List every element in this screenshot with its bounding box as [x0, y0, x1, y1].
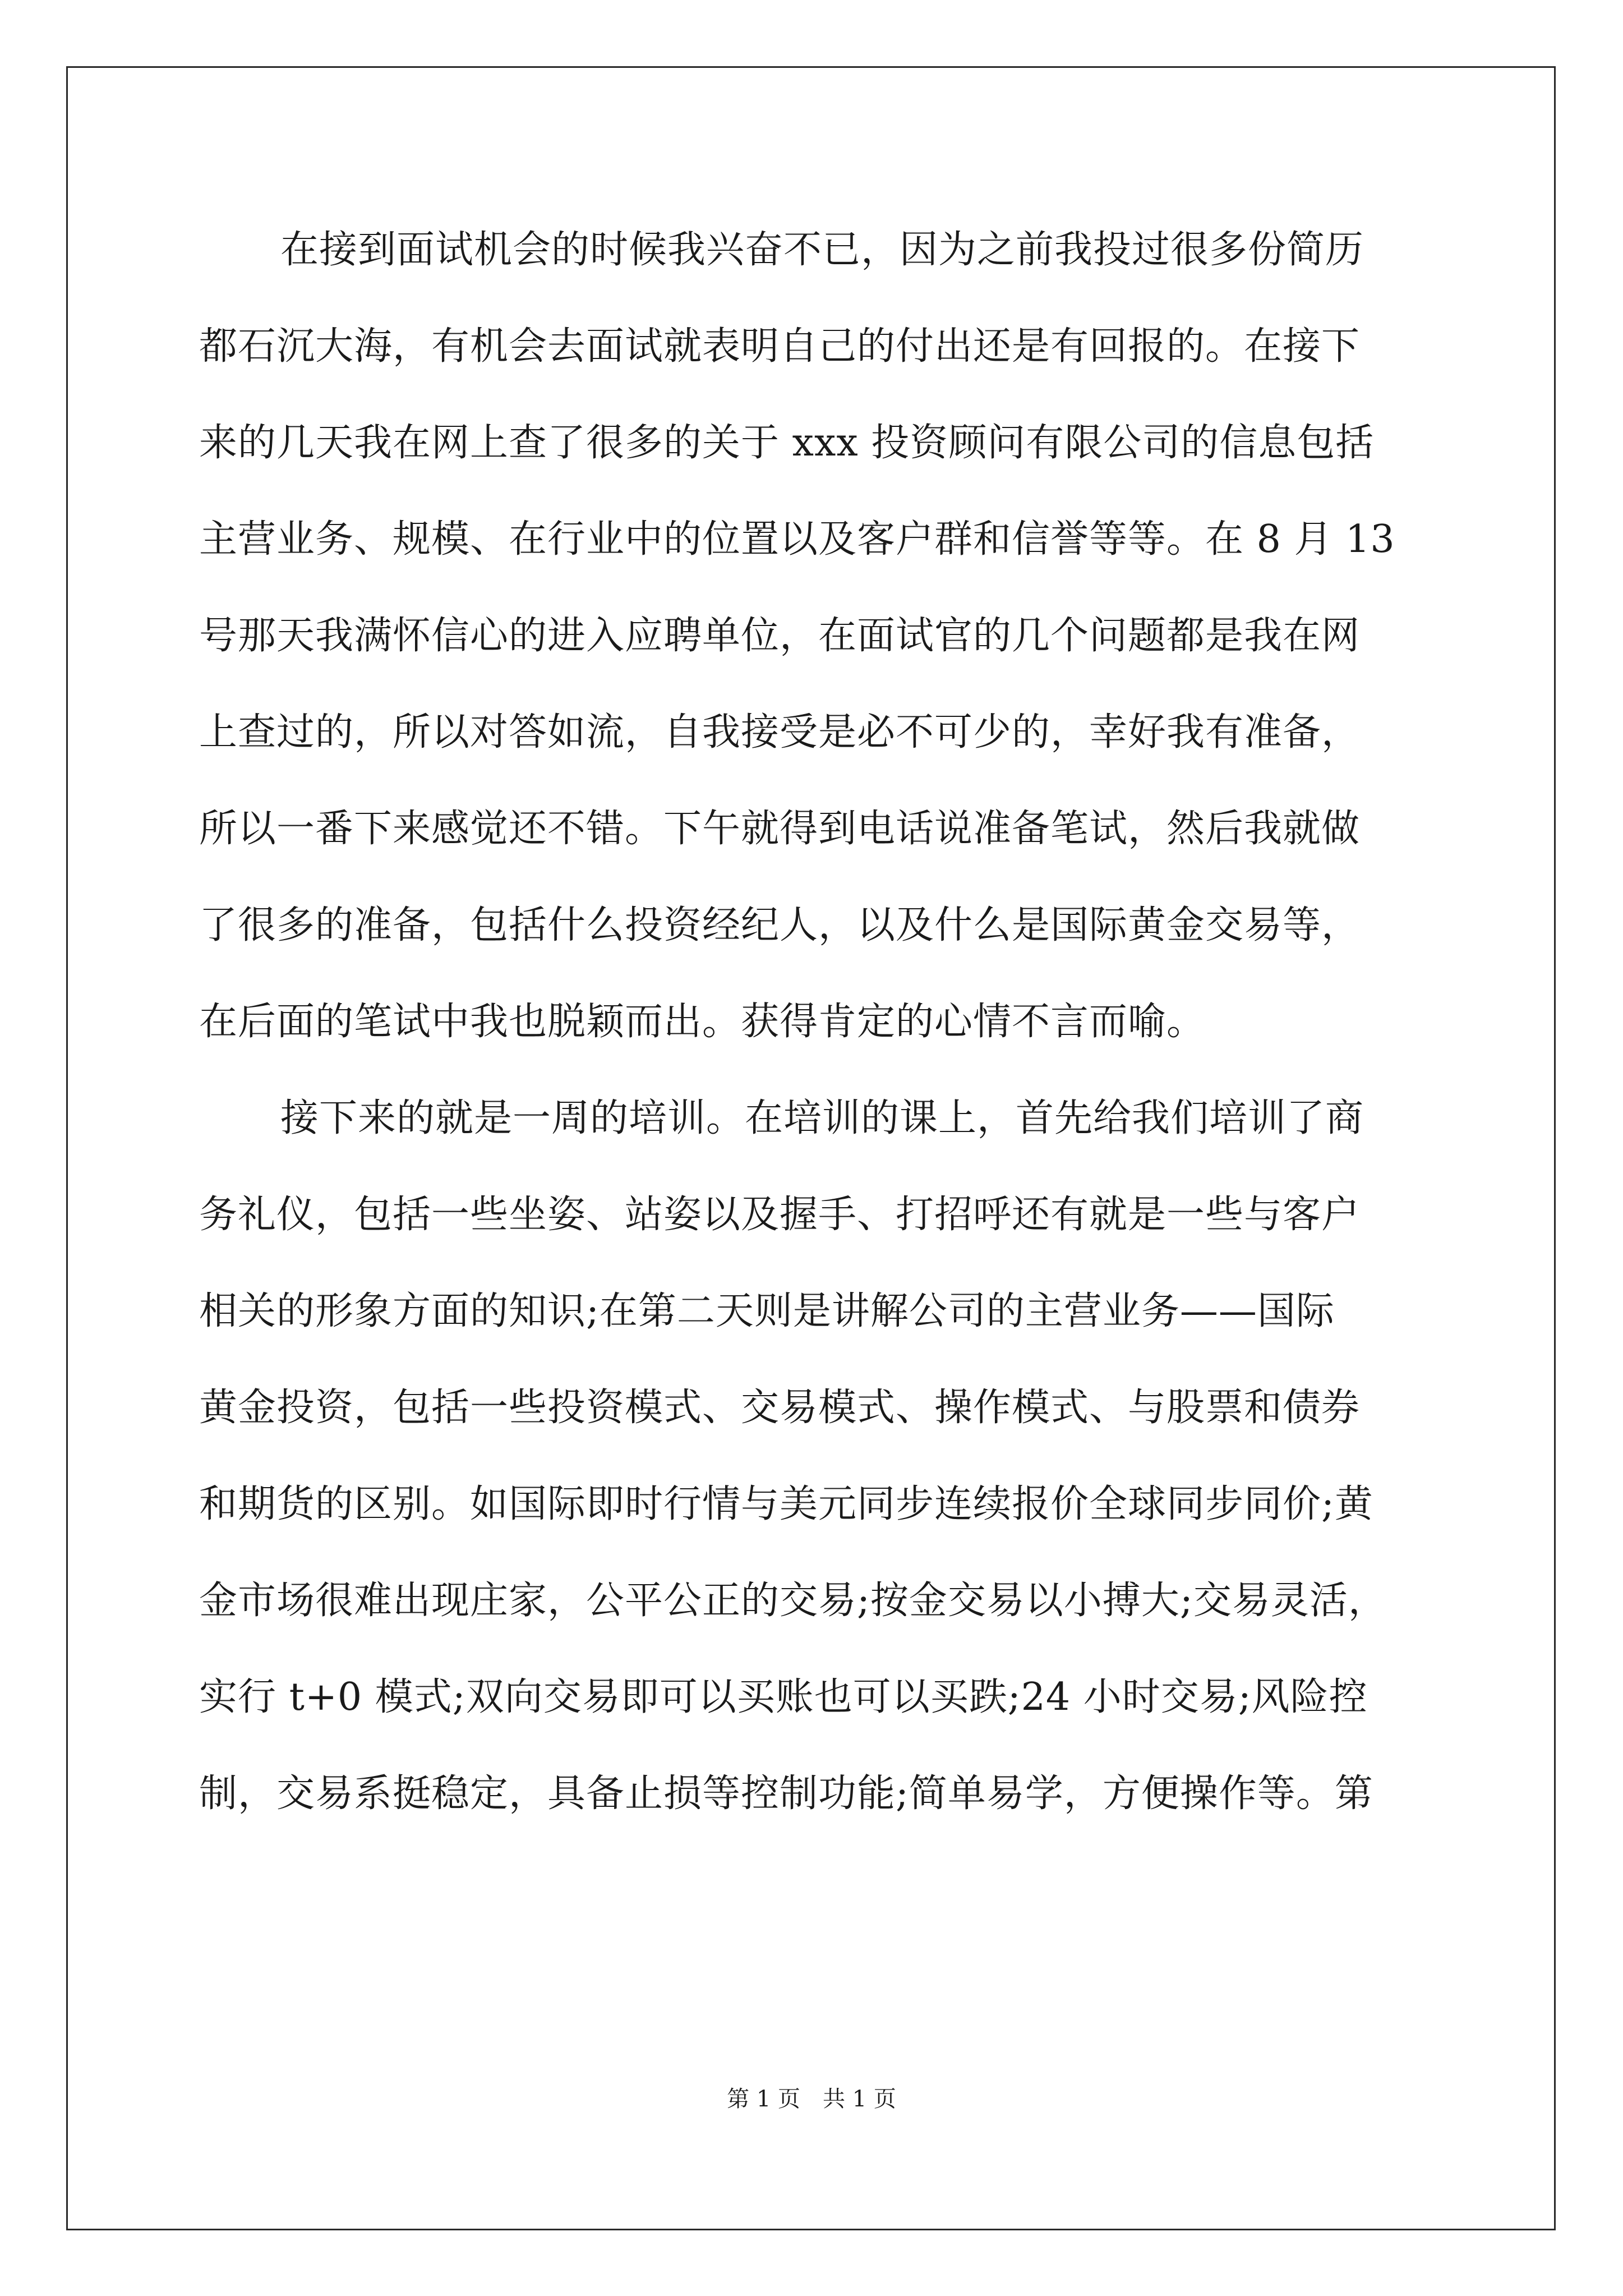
- text-line: 在后面的笔试中我也脱颖而出。获得肯定的心情不言而喻。: [199, 1000, 1206, 1044]
- text-line: 黄金投资，包括一些投资模式、交易模式、操作模式、与股票和债券: [199, 1386, 1361, 1430]
- page-border: [66, 66, 1556, 2230]
- text-line: 来的几天我在网上查了很多的关于 xxx 投资顾问有限公司的信息包括: [199, 421, 1375, 465]
- text-line: 相关的形象方面的知识;在第二天则是讲解公司的主营业务——国际: [199, 1289, 1335, 1333]
- text-line: 了很多的准备，包括什么投资经纪人，以及什么是国际黄金交易等，: [199, 903, 1361, 947]
- text-line: 在接到面试机会的时候我兴奋不已，因为之前我投过很多份简历: [280, 228, 1364, 272]
- text-line: 所以一番下来感觉还不错。下午就得到电话说准备笔试，然后我就做: [199, 807, 1361, 851]
- text-line: 制，交易系挺稳定，具备止损等控制功能;简单易学，方便操作等。第: [199, 1772, 1373, 1816]
- text-line: 接下来的就是一周的培训。在培训的课上，首先给我们培训了商: [280, 1096, 1364, 1140]
- text-line: 上查过的，所以对答如流，自我接受是必不可少的，幸好我有准备，: [199, 710, 1361, 754]
- text-line: 务礼仪，包括一些坐姿、站姿以及握手、打招呼还有就是一些与客户: [199, 1193, 1361, 1237]
- text-line: 号那天我满怀信心的进入应聘单位，在面试官的几个问题都是我在网: [199, 614, 1361, 658]
- text-line: 都石沉大海，有机会去面试就表明自己的付出还是有回报的。在接下: [199, 324, 1361, 369]
- text-line: 金市场很难出现庄家，公平公正的交易;按金交易以小搏大;交易灵活，: [199, 1579, 1387, 1623]
- text-line: 和期货的区别。如国际即时行情与美元同步连续报价全球同步同价;黄: [199, 1482, 1373, 1526]
- text-line: 实行 t+0 模式;双向交易即可以买账也可以买跌;24 小时交易;风险控: [199, 1675, 1368, 1719]
- page-footer: 第 1 页 共 1 页: [727, 2086, 896, 2112]
- text-line: 主营业务、规模、在行业中的位置以及客户群和信誉等等。在 8 月 13: [199, 517, 1395, 562]
